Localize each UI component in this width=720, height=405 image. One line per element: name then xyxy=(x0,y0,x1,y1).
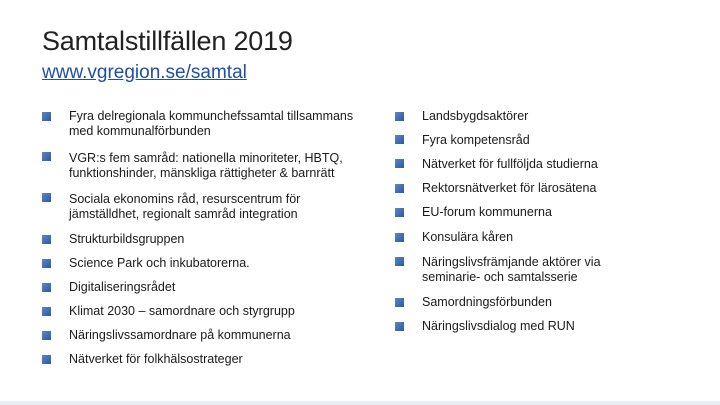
list-item xyxy=(69,256,369,271)
list-item xyxy=(422,230,702,245)
list-item xyxy=(69,328,369,343)
square-bullet-icon xyxy=(42,235,51,244)
square-bullet-icon xyxy=(395,322,404,331)
square-bullet-icon xyxy=(395,184,404,193)
list-item xyxy=(422,205,702,220)
square-bullet-icon xyxy=(395,257,404,266)
square-bullet-icon xyxy=(395,159,404,168)
list-item xyxy=(422,157,702,172)
list-item xyxy=(69,109,369,139)
square-bullet-icon xyxy=(42,259,51,268)
list-item-line: Nätverket för fullföljda studierna xyxy=(422,157,598,171)
list-item-line: Landsbygdsaktörer xyxy=(422,109,529,123)
square-bullet-icon xyxy=(42,307,51,316)
square-bullet-icon xyxy=(42,112,51,121)
list-item-line: Samordningsförbunden xyxy=(422,295,552,309)
list-item-line: Sociala ekonomins råd, resurscentrum för xyxy=(69,192,301,206)
list-item-line: funktionshinder, mänskliga rättigheter & barnrätt xyxy=(69,166,335,180)
square-bullet-icon xyxy=(42,152,51,161)
list-item xyxy=(69,352,369,367)
footer-band xyxy=(0,401,720,405)
square-bullet-icon xyxy=(42,283,51,292)
square-bullet-icon xyxy=(42,355,51,364)
square-bullet-icon xyxy=(42,331,51,340)
square-bullet-icon xyxy=(395,233,404,242)
list-item xyxy=(422,181,702,196)
slide-title: Samtalstillfällen 2019 xyxy=(42,26,293,56)
list-item-line: Science Park och inkubatorerna. xyxy=(69,256,250,270)
vgregion-link[interactable]: www.vgregion.se/samtal xyxy=(42,62,247,83)
list-item xyxy=(69,192,369,222)
list-item xyxy=(422,133,702,148)
list-item-line: Fyra delregionala kommunchefssamtal tillsammans xyxy=(69,109,354,123)
list-item-line: Näringslivssamordnare på kommunerna xyxy=(69,328,291,342)
list-item-line: Rektorsnätverket för lärosätena xyxy=(422,181,597,195)
list-item xyxy=(69,280,369,295)
list-item-line: jämställdhet, regionalt samråd integration xyxy=(69,207,298,221)
list-item xyxy=(69,151,369,181)
list-item xyxy=(69,304,369,319)
list-item-line: Fyra kompetensråd xyxy=(422,133,530,147)
list-item-line: Nätverket för folkhälsostrateger xyxy=(69,352,243,366)
list-item-line: Digitaliseringsrådet xyxy=(69,280,176,294)
list-item xyxy=(422,109,702,124)
list-item-line: Klimat 2030 – samordnare och styrgrupp xyxy=(69,304,295,318)
list-item-line: seminarie- och samtalsserie xyxy=(422,270,578,284)
list-item-line: Strukturbildsgruppen xyxy=(69,232,185,246)
list-item-line: Näringslivsdialog med RUN xyxy=(422,319,575,333)
square-bullet-icon xyxy=(395,298,404,307)
list-item-line: Näringslivsfrämjande aktörer via xyxy=(422,255,601,269)
list-item xyxy=(422,255,702,285)
list-item xyxy=(422,295,702,310)
list-item xyxy=(422,319,702,334)
list-item-line: Konsulära kåren xyxy=(422,230,514,244)
square-bullet-icon xyxy=(395,112,404,121)
list-item-line: VGR:s fem samråd: nationella minoriteter, HBTQ, xyxy=(69,151,343,165)
list-item-line: EU-forum kommunerna xyxy=(422,205,552,219)
square-bullet-icon xyxy=(42,193,51,202)
list-item xyxy=(69,232,369,247)
square-bullet-icon xyxy=(395,208,404,217)
square-bullet-icon xyxy=(395,135,404,144)
list-item-line: med kommunalförbunden xyxy=(69,124,211,138)
